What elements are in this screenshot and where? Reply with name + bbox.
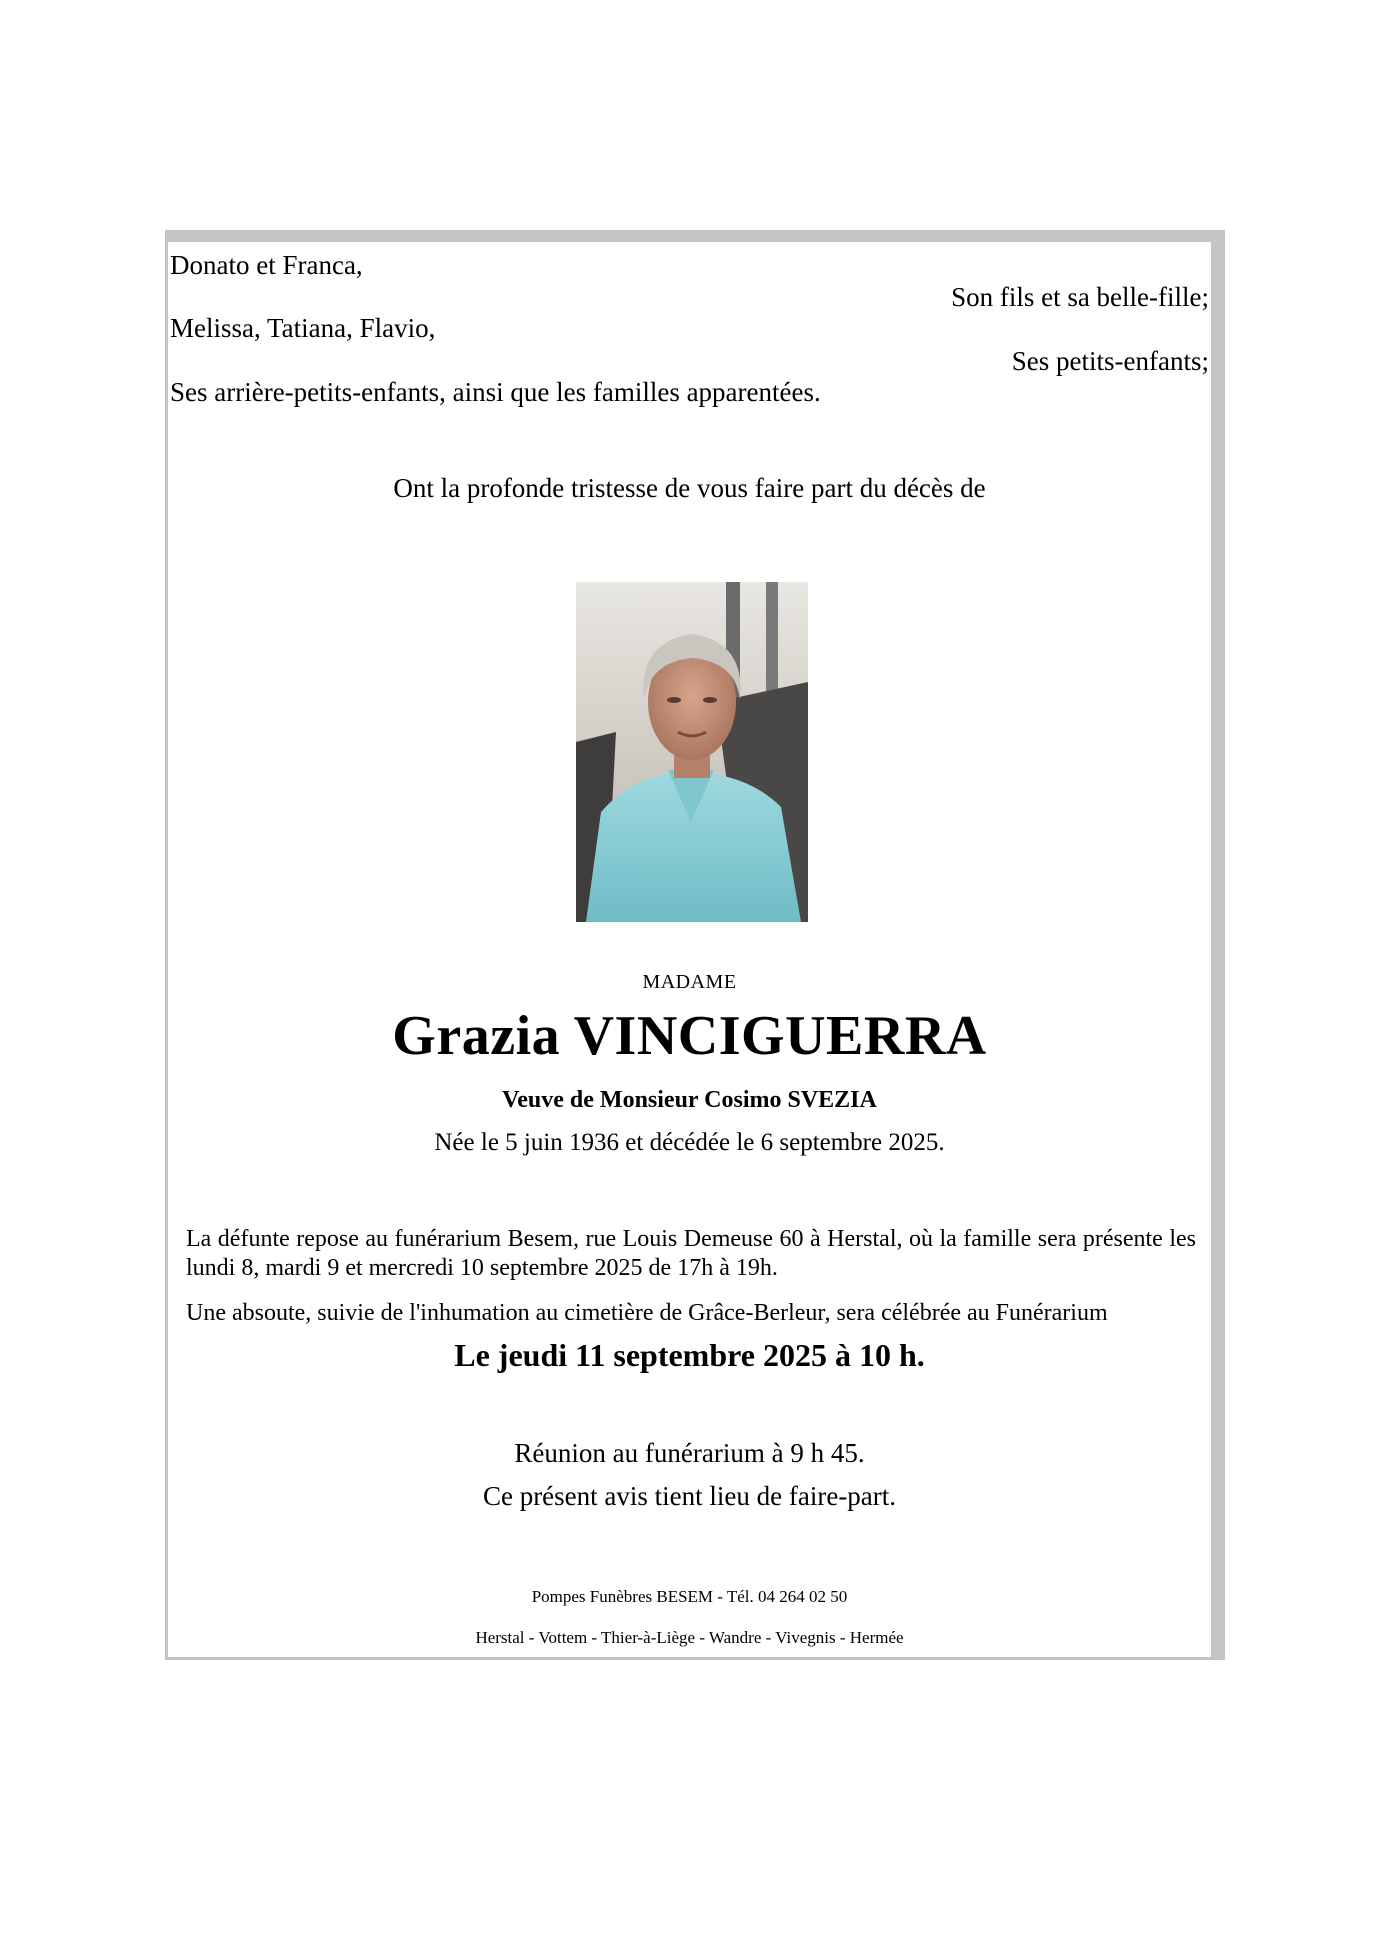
funeral-locations: Herstal - Vottem - Thier-à-Liège - Wandre - Vivegnis - Hermée — [475, 1628, 904, 1647]
meeting-time: Réunion au funérarium à 9 h 45. — [514, 1438, 865, 1468]
announcement-text: Ont la profonde tristesse de vous faire part du décès de — [393, 473, 986, 503]
widow-of: Veuve de Monsieur Cosimo SVEZIA — [502, 1087, 877, 1113]
family-line-3: Ses arrière-petits-enfants, ainsi que les familles apparentées. — [170, 377, 821, 407]
birth-death-dates: Née le 5 juin 1936 et décédée le 6 septembre 2025. — [434, 1129, 945, 1156]
honorific: MADAME — [642, 971, 737, 993]
ceremony-date: Le jeudi 11 septembre 2025 à 10 h. — [454, 1337, 925, 1373]
rest-details: La défunte repose au funérarium Besem, rue Louis Demeuse 60 à Herstal, où la famille sera présente les lundi 8, mardi 9 et mercredi 10 septembre 2025 de 17h à 19h. — [186, 1226, 1196, 1282]
notice-text: Ce présent avis tient lieu de faire-part. — [482, 1481, 897, 1511]
family-line-1: Donato et Franca, — [170, 250, 363, 280]
deceased-name: Grazia VINCIGUERRA — [392, 1005, 987, 1067]
portrait-image — [576, 582, 808, 922]
portrait-photo — [576, 582, 808, 922]
ceremony-details: Une absoute, suivie de l'inhumation au cimetière de Grâce-Berleur, sera célébrée au Funérarium — [186, 1300, 1108, 1326]
family-line-2: Melissa, Tatiana, Flavio, — [170, 313, 436, 343]
family-role-2: Ses petits-enfants; — [1011, 346, 1209, 376]
funeral-company: Pompes Funèbres BESEM - Tél. 04 264 02 50 — [531, 1587, 848, 1606]
family-role-1: Son fils et sa belle-fille; — [951, 282, 1209, 312]
obituary-card — [165, 230, 1225, 1660]
